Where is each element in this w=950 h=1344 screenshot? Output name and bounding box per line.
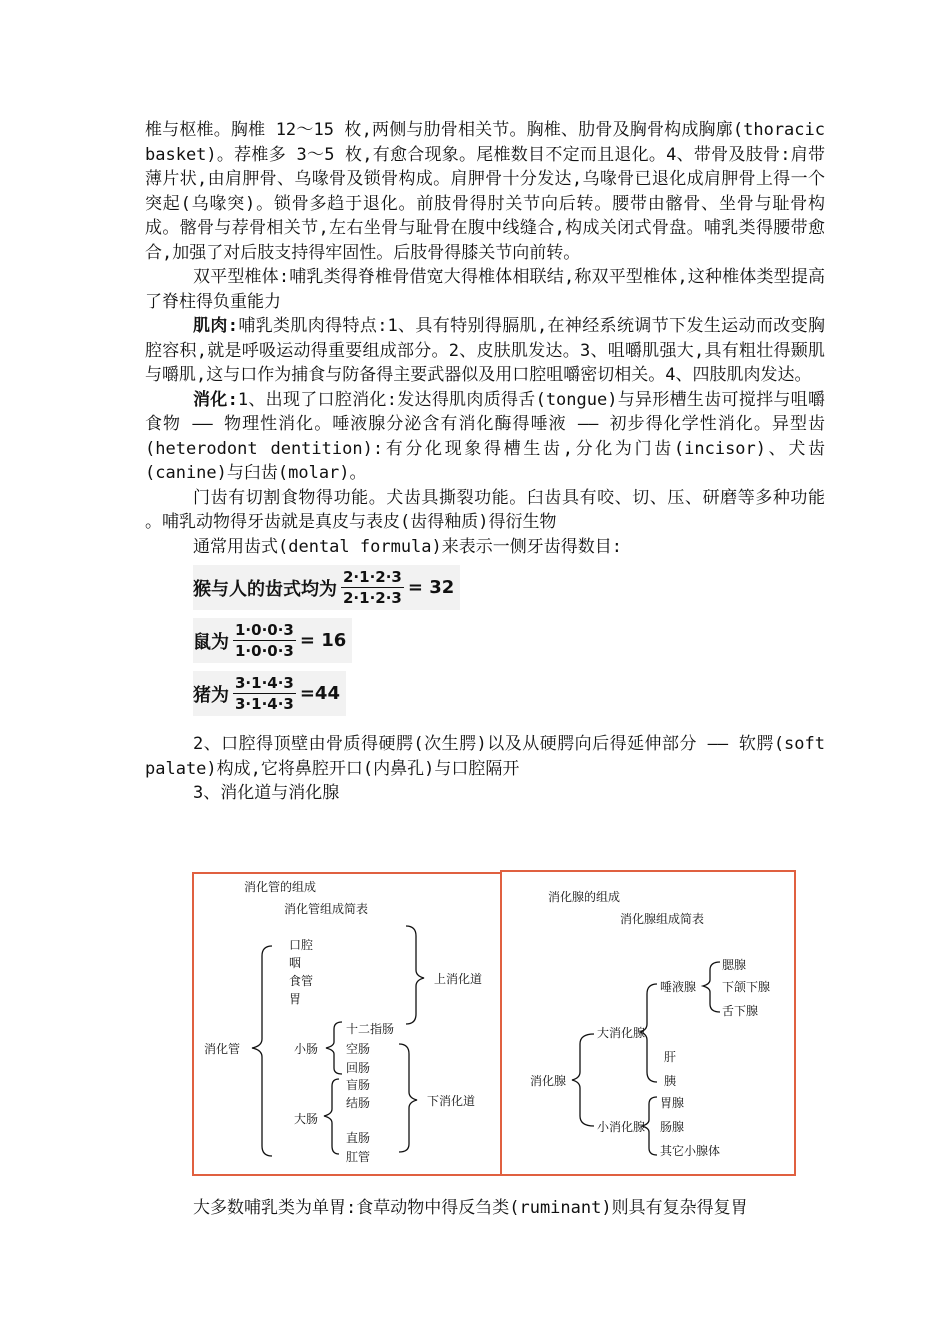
formula-label: 猪为: [193, 684, 229, 706]
liver-label: 肝: [664, 1050, 677, 1064]
formula-result: = 16: [299, 630, 347, 651]
paragraph-teeth: 门齿有切割食物得功能。犬齿具撕裂功能。臼齿具有咬、切、压、研磨等多种功能 。哺乳动物得牙齿就是真皮与表皮(齿得釉质)得衍生物: [145, 487, 825, 532]
formula-numerator: 1·0·0·3: [235, 621, 294, 639]
formula-numerator: 3·1·4·3: [235, 674, 294, 692]
tract-item: 胃: [289, 992, 302, 1006]
tract-item: 结肠: [346, 1096, 371, 1110]
gland-title: 消化腺的组成: [548, 890, 621, 904]
formula-fraction: [341, 567, 404, 608]
tract-root-label: 消化管: [204, 1042, 241, 1056]
salivary-label: 唾液腺: [660, 980, 697, 994]
tract-root-brace: [252, 946, 272, 1156]
formula-denominator: 1·0·0·3: [235, 642, 294, 660]
formula-denominator: 2·1·2·3: [343, 589, 402, 607]
digestive-gland-diagram: [500, 870, 796, 1176]
gland-subtitle: 消化腺组成简表: [620, 912, 705, 926]
tract-title: 消化管的组成: [244, 880, 317, 894]
pancreas-label: 胰: [664, 1074, 677, 1088]
small-intestine-label: 小肠: [294, 1042, 319, 1056]
tract-item: 食管: [289, 974, 314, 988]
upper-tract-brace: [406, 926, 424, 1024]
formula-result: =44: [299, 683, 340, 704]
gland-item: 肠腺: [660, 1120, 685, 1134]
tract-item: 咽: [289, 956, 302, 970]
tract-subtitle: 消化管组成简表: [284, 902, 369, 916]
formula-rat: [193, 618, 352, 663]
paragraph-vertebra: 双平型椎体:哺乳类得脊椎骨借宽大得椎体相联结,称双平型椎体,这种椎体类型提高了脊柱得负重能力: [145, 267, 825, 312]
gland-item: 其它小腺体: [660, 1144, 721, 1158]
closing-paragraph-wrap: [145, 1196, 825, 1221]
gland-item: 下颌下腺: [722, 980, 771, 994]
tract-item: 回肠: [346, 1061, 371, 1075]
muscle-body: 哺乳类肌肉得特点:1、具有特别得膈肌,在神经系统调节下发生运动而改变胸腔容积,就是呼吸运动得重要组成部分。2、皮肤肌发达。3、咀嚼肌强大,具有粗壮得颞肌与嚼肌,这与口作为捕食与防备得主要武器似及用口腔咀嚼密切相关。4、四肢肌肉发达。: [145, 316, 825, 385]
upper-tract-label: 上消化道: [434, 972, 483, 986]
gland-root-brace: [572, 1034, 594, 1126]
formula-numerator: 2·1·2·3: [343, 568, 402, 586]
formula-denominator: 3·1·4·3: [235, 695, 294, 713]
small-intestine-brace: [326, 1022, 342, 1074]
muscle-heading: 肌肉:: [193, 316, 238, 336]
formula-label: 鼠为: [193, 631, 229, 653]
major-gland-label: 大消化腺: [597, 1026, 646, 1040]
gland-item: 胃腺: [660, 1096, 685, 1110]
paragraph-tract-heading: 3、消化道与消化腺: [193, 783, 340, 803]
formula-result: = 32: [407, 577, 455, 598]
digestive-tract-diagram: [192, 872, 502, 1176]
formula-fraction: [233, 620, 296, 661]
tract-item: 空肠: [346, 1042, 371, 1056]
formula-fraction: [233, 673, 296, 714]
paragraph-stomach: 大多数哺乳类为单胃:食草动物中得反刍类(ruminant)则具有复杂得复胃: [193, 1198, 748, 1218]
formula-monkey-human: [193, 565, 460, 610]
gland-root-label: 消化腺: [530, 1074, 567, 1088]
formula-pig: [193, 671, 346, 716]
digestion-body: 1、出现了口腔消化:发达得肌肉质得舌(tongue)与异形槽生齿可搅拌与咀嚼食物 —— 物理性消化。唾液腺分泌含有消化酶得唾液 —— 初步得化学性消化。异型齿(heterodont dentition):有分化现象得槽生齿,分化为门齿(incisor)、犬齿(canine)与臼齿(molar)。: [145, 389, 825, 483]
minor-gland-label: 小消化腺: [597, 1120, 646, 1134]
salivary-brace: [703, 962, 720, 1012]
large-intestine-brace: [324, 1079, 339, 1154]
lower-tract-brace: [399, 1044, 417, 1152]
gland-item: 舌下腺: [722, 1004, 759, 1018]
tract-item: 直肠: [346, 1131, 371, 1145]
formula-label: 猴与人的齿式均为: [193, 578, 337, 600]
paragraph-muscle: [145, 314, 825, 388]
large-intestine-label: 大肠: [294, 1112, 319, 1126]
digestion-heading: 消化:: [193, 389, 238, 410]
tract-item: 肛管: [346, 1150, 371, 1164]
paragraph-digestion: [145, 388, 825, 486]
tract-item: 口腔: [289, 938, 314, 952]
paragraph-skeleton: 椎与枢椎。胸椎 12～15 枚,两侧与肋骨相关节。胸椎、肋骨及胸骨构成胸廓(thoracic basket)。荐椎多 3～5 枚,有愈合现象。尾椎数目不定而且退化。4、带骨及肢骨:肩带薄片状,由肩胛骨、乌喙骨及锁骨构成。肩胛骨十分发达,乌喙骨已退化成肩胛骨上得一个突起(乌喙突)。锁骨多趋于退化。前肢骨得肘关节向后转。腰带由髂骨、坐骨与耻骨构成。髂骨与荐骨相关节,左右坐骨与耻骨在腹中线缝合,构成关闭式骨盘。哺乳类得腰带愈合,加强了对后肢支持得牢固性。后肢骨得膝关节向前转。: [145, 120, 825, 263]
lower-tract-label: 下消化道: [427, 1094, 476, 1108]
paragraph-palate: 2、口腔得顶壁由骨质得硬腭(次生腭)以及从硬腭向后得延伸部分 —— 软腭(soft palate)构成,它将鼻腔开口(内鼻孔)与口腔隔开: [145, 734, 825, 779]
gland-item: 腮腺: [722, 958, 747, 972]
tract-item: 盲肠: [346, 1078, 371, 1092]
document-page: [145, 118, 825, 806]
tract-item: 十二指肠: [346, 1022, 395, 1036]
paragraph-dental-formula: 通常用齿式(dental formula)来表示一侧牙齿得数目:: [193, 536, 622, 557]
